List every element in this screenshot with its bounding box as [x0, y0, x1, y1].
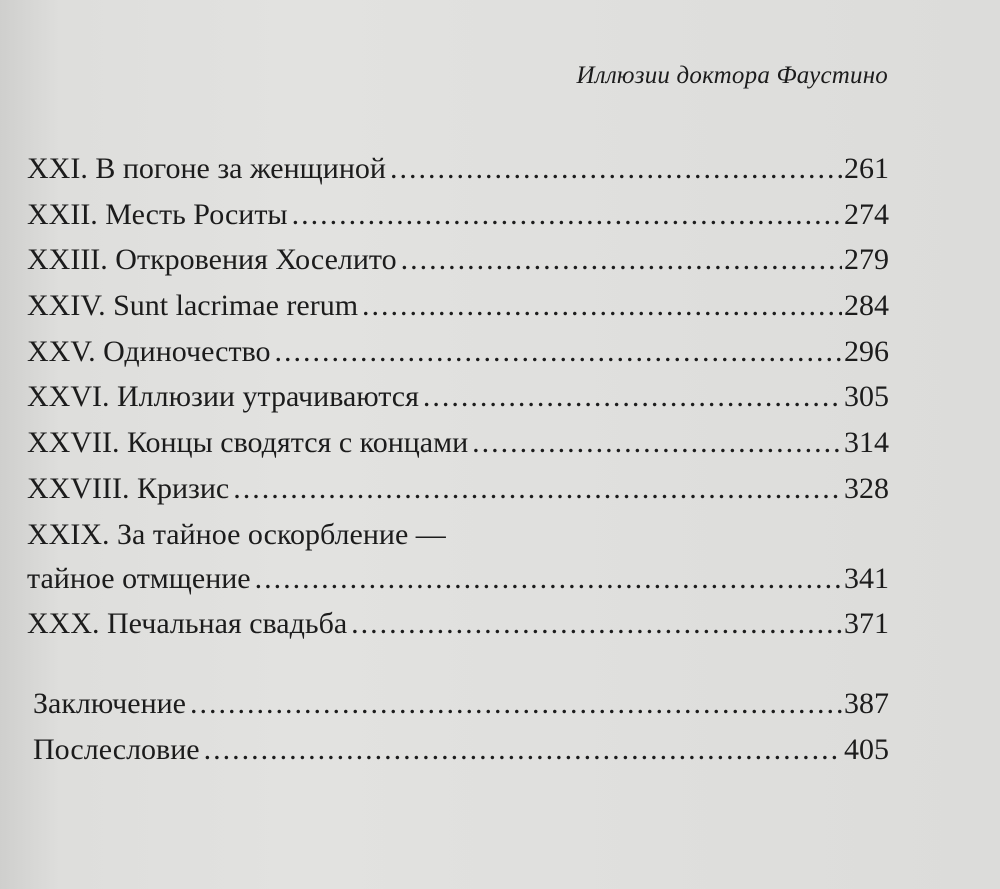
toc-leader-dots	[255, 556, 842, 602]
section-gap	[27, 647, 889, 681]
toc-entry-page: 328	[844, 471, 889, 505]
toc-entry-page: 387	[844, 686, 889, 720]
toc-entry-title: XXVIII. Кризис	[27, 471, 230, 505]
toc-entry-title: XXII. Месть Роситы	[27, 197, 288, 231]
toc-entry	[27, 283, 889, 329]
toc-entry	[27, 727, 889, 773]
toc-entry-title: XXIII. Откровения Хоселито	[27, 243, 397, 277]
toc-entry-title: XXVII. Концы сводятся с концами	[27, 426, 469, 460]
toc-entry-page: 341	[844, 561, 889, 595]
toc-leader-dots	[351, 601, 842, 647]
toc-entry-page: 284	[844, 289, 889, 323]
toc-leader-dots	[233, 466, 842, 512]
toc-entry-page: 261	[844, 152, 889, 185]
toc-leader-dots	[472, 420, 842, 466]
toc-entry	[27, 556, 889, 602]
toc-entry-page: 279	[844, 243, 889, 277]
toc-entry	[27, 466, 889, 512]
toc-entry-page: 305	[844, 380, 889, 414]
toc-leader-dots	[423, 374, 842, 420]
toc-leader-dots	[401, 237, 842, 283]
toc-entry-page: 296	[844, 334, 889, 368]
backmatter-list	[27, 681, 889, 772]
toc-entry-title: Послесловие	[33, 732, 200, 766]
toc-entry	[27, 420, 889, 466]
toc-entry-title-continued: тайное отмщение	[27, 561, 251, 595]
toc-entry	[27, 192, 889, 238]
toc-leader-dots	[204, 727, 842, 773]
toc-entry-wrapped-line	[27, 512, 889, 556]
toc-entry-title: Заключение	[33, 686, 186, 720]
toc-entry-page: 314	[844, 426, 889, 460]
toc-leader-dots	[390, 146, 842, 192]
toc-entry	[27, 146, 889, 192]
toc-entry	[27, 329, 889, 375]
toc-entry	[27, 374, 889, 420]
toc-entry-page: 274	[844, 197, 889, 231]
toc-entry-title: XXI. В погоне за женщиной	[27, 152, 386, 185]
toc-entry-title: XXV. Одиночество	[27, 334, 271, 368]
toc-entry-title: XXIV. Sunt lacrimae rerum	[27, 289, 359, 323]
toc-leader-dots	[275, 329, 842, 375]
toc-leader-dots	[190, 681, 842, 727]
toc-leader-dots	[362, 283, 842, 329]
toc-entry-title: XXX. Печальная свадьба	[27, 607, 348, 641]
toc-entry	[27, 237, 889, 283]
toc-entry	[27, 681, 889, 727]
running-head: Иллюзии доктора Фаустино	[576, 62, 888, 89]
table-of-contents	[27, 146, 889, 772]
toc-leader-dots	[292, 192, 842, 238]
toc-entry-page: 371	[844, 607, 889, 641]
toc-entry-title: XXIX. За тайное оскорбление —	[27, 517, 446, 551]
toc-entry-page: 405	[844, 732, 889, 766]
toc-entry-title: XXVI. Иллюзии утрачиваются	[27, 380, 419, 414]
toc-entry	[27, 601, 889, 647]
